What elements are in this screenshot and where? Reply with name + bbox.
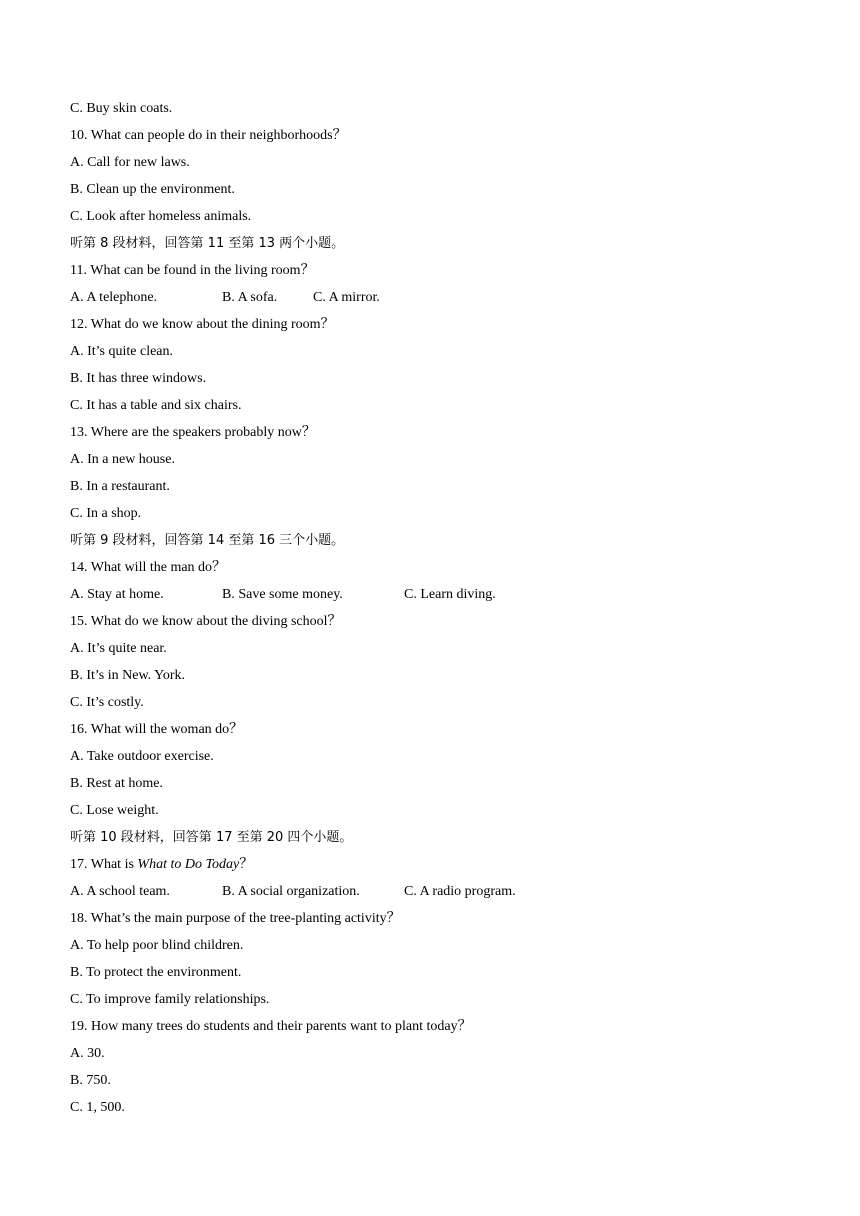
q12-option-a: A. It’s quite clean. <box>70 344 174 359</box>
q11-option-c: C. A mirror. <box>313 290 380 305</box>
q13-option-b: B. In a restaurant. <box>70 479 170 494</box>
section-10-instruction: 听第 10 段材料，回答第 17 至第 20 四个小题。 <box>70 830 353 845</box>
q14-option-a: A. Stay at home. <box>70 587 164 602</box>
q11-option-b: B. A sofa. <box>222 290 278 305</box>
q17-question <box>70 851 810 878</box>
q16-option-b: B. Rest at home. <box>70 776 163 791</box>
q19-option-c: C. 1, 500. <box>70 1100 125 1115</box>
q19-option-a: A. 30. <box>70 1046 105 1061</box>
q10-option-b: B. Clean up the environment. <box>70 182 235 197</box>
q10-question: 10. What can people do in their neighborhoods？ <box>70 128 347 143</box>
q14-options <box>70 581 810 608</box>
q19-question: 19. How many trees do students and their parents want to plant today？ <box>70 1019 472 1034</box>
q15-question: 15. What do we know about the diving school？ <box>70 614 342 629</box>
q17-options <box>70 878 810 905</box>
q16-option-a: A. Take outdoor exercise. <box>70 749 214 764</box>
q15-option-c: C. It’s costly. <box>70 695 144 710</box>
q16-question: 16. What will the woman do？ <box>70 722 244 737</box>
q10-option-c: C. Look after homeless animals. <box>70 209 252 224</box>
q12-question: 12. What do we know about the dining room？ <box>70 317 335 332</box>
q11-question: 11. What can be found in the living room？ <box>70 263 315 278</box>
q17-option-c: C. A radio program. <box>404 884 516 899</box>
q18-option-c: C. To improve family relationships. <box>70 992 270 1007</box>
q12-option-b: B. It has three windows. <box>70 371 207 386</box>
q19-option-b: B. 750. <box>70 1073 111 1088</box>
q17-question-prefix: 17. What is <box>70 857 138 872</box>
section-9-instruction: 听第 9 段材料，回答第 14 至第 16 三个小题。 <box>70 533 345 548</box>
q15-option-a: A. It’s quite near. <box>70 641 167 656</box>
q14-option-c: C. Learn diving. <box>404 587 496 602</box>
q18-option-a: A. To help poor blind children. <box>70 938 244 953</box>
q17-option-b: B. A social organization. <box>222 884 360 899</box>
section-8-instruction: 听第 8 段材料，回答第 11 至第 13 两个小题。 <box>70 236 345 251</box>
q17-question-suffix: ？ <box>239 857 254 872</box>
q17-program-title: What to Do Today <box>137 857 240 872</box>
q13-option-c: C. In a shop. <box>70 506 142 521</box>
q10-option-a: A. Call for new laws. <box>70 155 190 170</box>
q15-option-b: B. It’s in New. York. <box>70 668 185 683</box>
q9-option-c: C. Buy skin coats. <box>70 101 173 116</box>
q14-question: 14. What will the man do？ <box>70 560 227 575</box>
q17-option-a: A. A school team. <box>70 884 170 899</box>
q16-option-c: C. Lose weight. <box>70 803 159 818</box>
q18-option-b: B. To protect the environment. <box>70 965 242 980</box>
q11-option-a: A. A telephone. <box>70 290 158 305</box>
q13-question: 13. Where are the speakers probably now？ <box>70 425 316 440</box>
q12-option-c: C. It has a table and six chairs. <box>70 398 242 413</box>
document-page <box>70 95 810 1121</box>
q18-question: 18. What’s the main purpose of the tree-planting activity？ <box>70 911 401 926</box>
q11-options <box>70 284 810 311</box>
q14-option-b: B. Save some money. <box>222 587 343 602</box>
q13-option-a: A. In a new house. <box>70 452 175 467</box>
